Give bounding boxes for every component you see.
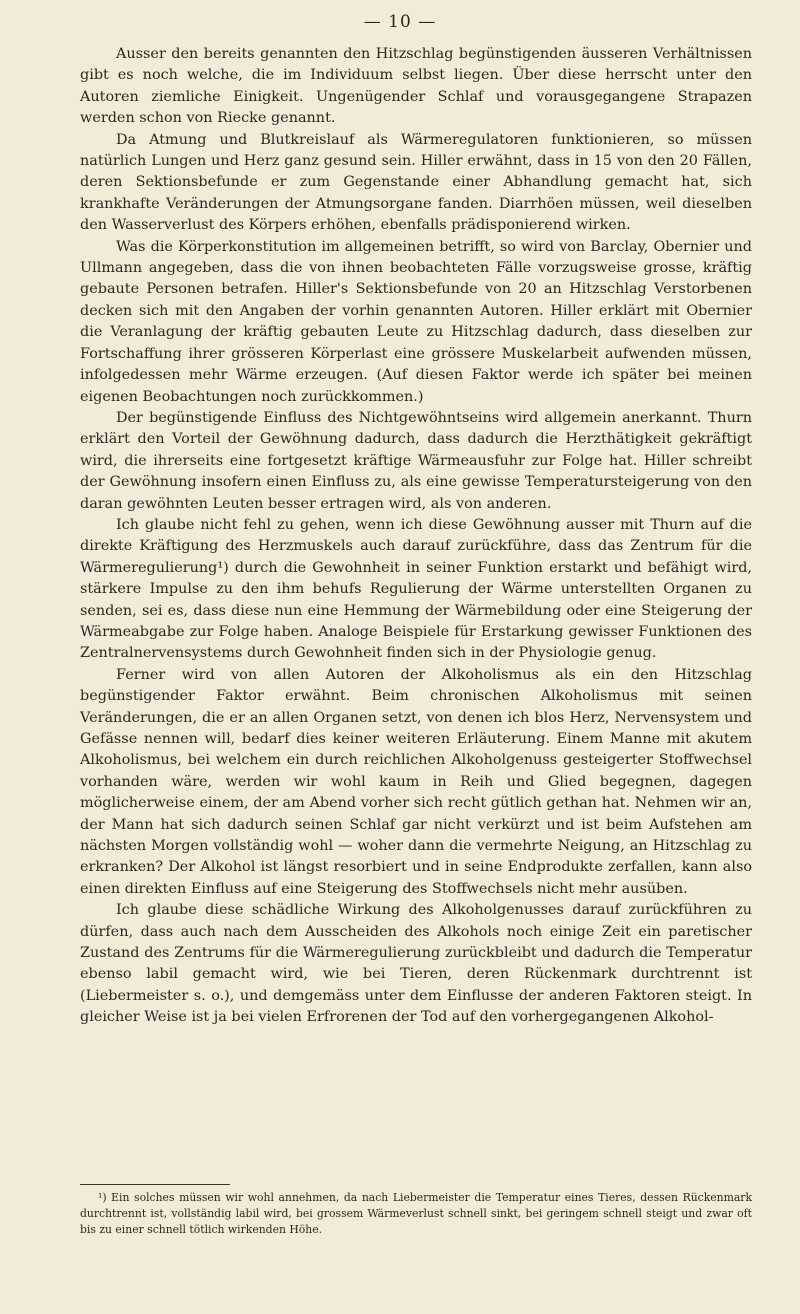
paragraph: Was die Körperkonstitution im allgemeinen betrifft, so wird von Barclay, Obernier und Ullmann angegeben, dass die von ihnen beobachteten Fälle vorzugsweise grosse, kräftig gebaute Personen betrafen. Hiller's Sektionsbefunde von 20 an Hitzschlag Verstorbenen decken sich mit den Angaben der vorhin genannten Autoren. Hiller erklärt mit Obernier die Veranlagung der kräftig gebauten Leute zu Hitzschlag dadurch, dass dieselben zur Fortschaffung ihrer grösseren Körperlast eine grössere Muskelarbeit aufwenden müssen, infolgedessen mehr Wärme erzeugen. (Auf diesen Faktor werde ich später bei meinen eigenen Beobachtungen noch zurückkommen.): [80, 238, 752, 405]
paragraph: Da Atmung und Blutkreislauf als Wärmeregulatoren funktionieren, so müssen natürlich Lungen und Herz ganz gesund sein. Hiller erwähnt, dass in 15 von den 20 Fällen, deren Sektionsbefunde er zum Gegenstande einer Abhandlung gemacht hat, sich krankhafte Veränderungen der Atmungsorgane fanden. Diarrhöen müssen, weil dieselben den Wasserverlust des Körpers erhöhen, ebenfalls prädisponierend wirken.: [80, 131, 752, 234]
paragraph: Ich glaube diese schädliche Wirkung des Alkoholgenusses darauf zurückführen zu dürfen, dass auch nach dem Ausscheiden des Alkohols noch einige Zeit ein paretischer Zustand des Zentrums für die Wärmeregulierung zurückbleibt und dadurch die Temperatur ebenso labil gemacht wird, wie bei Tieren, deren Rückenmark durchtrennt ist (Liebermeister s. o.), und demgemäss unter dem Einflusse der anderen Faktoren steigt. In gleicher Weise ist ja bei vielen Erfrorenen der Tod auf den vorhergegangenen Alkohol-: [80, 902, 752, 1026]
footnote: ¹) Ein solches müssen wir wohl annehmen, da nach Liebermeister die Temperatur eines Tieres, dessen Rückenmark durchtrennt ist, vollständig labil wird, bei grossem Wärmeverlust schnell sinkt, bei geringem schnell steigt und zwar oft bis zu einer schnell tötlich wirkenden Höhe.: [80, 1191, 752, 1236]
paragraph: Ich glaube nicht fehl zu gehen, wenn ich diese Gewöhnung ausser mit Thurn auf die direkte Kräftigung des Herzmuskels auch darauf zurückführe, dass das Zentrum für die Wärmeregulierung¹) durch die Gewohnheit in seiner Funktion erstarkt und befähigt wird, stärkere Impulse zu den ihm behufs Regulierung der Wärme unterstellten Organen zu senden, sei es, dass diese nun eine Hemmung der Wärmebildung oder eine Steigerung der Wärmeabgabe zur Folge haben. Analoge Beispiele für Erstarkung gewisser Funktionen des Zentralnervensystems durch Gewohnheit finden sich in der Physiologie genug.: [80, 516, 752, 662]
page-number: — 10 —: [363, 12, 437, 32]
footnote-divider: [80, 1184, 230, 1185]
paragraph: Der begünstigende Einfluss des Nichtgewöhntseins wird allgemein anerkannt. Thurn erklärt den Vorteil der Gewöhnung dadurch, dass dadurch die Herzthätigkeit gekräftigt wird, die ihrerseits eine fortgesetzt kräftige Wärmeausfuhr zur Folge hat. Hiller schreibt der Gewöhnung insofern einen Einfluss zu, als eine gewisse Temperatursteigerung von den daran gewöhnten Leuten besser ertragen wird, als von anderen.: [80, 409, 752, 512]
paragraph: Ausser den bereits genannten den Hitzschlag begünstigenden äusseren Verhältnissen gibt es noch welche, die im Individuum selbst liegen. Über diese herrscht unter den Autoren ziemliche Einigkeit. Ungenügender Schlaf und vorausgegangene Strapazen werden schon von Riecke genannt.: [80, 46, 752, 127]
body-text: [80, 44, 752, 1029]
paragraph: Ferner wird von allen Autoren der Alkoholismus als ein den Hitzschlag begünstigender Faktor erwähnt. Beim chronischen Alkoholismus mit seinen Veränderungen, die er an allen Organen setzt, von denen ich blos Herz, Nervensystem und Gefässe nennen will, bedarf dies keiner weiteren Erläuterung. Einem Manne mit akutem Alkoholismus, bei welchem ein durch reichlichen Alkoholgenuss gesteigerter Stoffwechsel vorhanden wäre, werden wir wohl kaum in Reih und Glied begegnen, dagegen möglicherweise einem, der am Abend vorher sich recht gütlich gethan hat. Nehmen wir an, der Mann hat sich dadurch seinen Schlaf gar nicht verkürzt und ist beim Aufstehen am nächsten Morgen vollständig wohl — woher dann die vermehrte Neigung, an Hitzschlag zu erkranken? Der Alkohol ist längst resorbiert und in seine Endprodukte zerfallen, kann also einen direkten Einfluss auf eine Steigerung des Stoffwechsels nicht mehr ausüben.: [80, 666, 752, 897]
